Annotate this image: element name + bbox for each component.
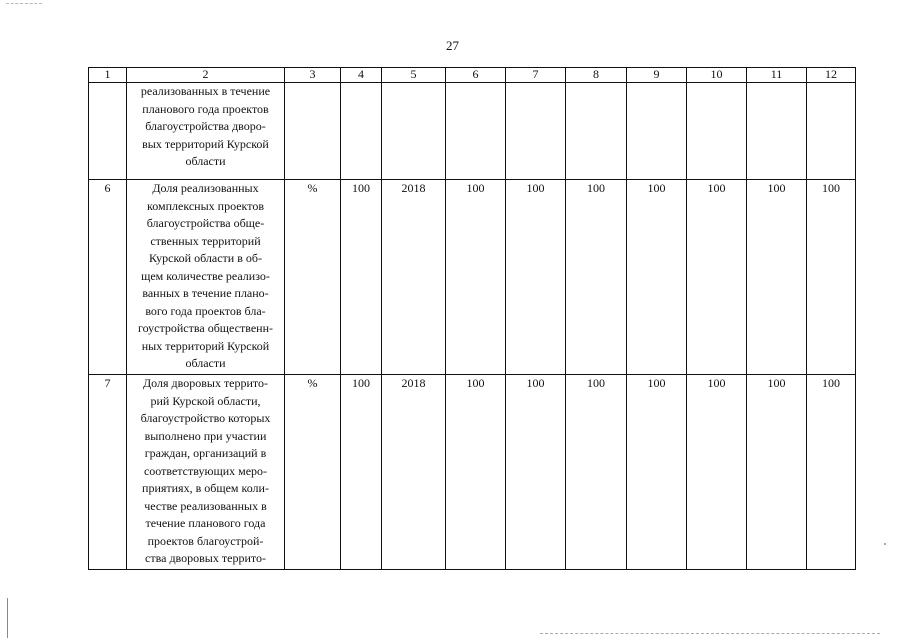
value-cell	[566, 83, 627, 180]
value-cell	[687, 83, 747, 180]
value-cell	[341, 83, 382, 180]
description-line: проектов благоустрой-	[147, 533, 264, 548]
description-line: ственных территорий	[150, 233, 261, 248]
value-cell: 100	[446, 375, 506, 570]
header-cell: 6	[446, 68, 506, 83]
header-cell: 11	[747, 68, 807, 83]
row-number: 6	[89, 180, 127, 375]
scan-artifact	[884, 543, 886, 545]
description-line: благоустройства обще-	[146, 216, 265, 230]
value-cell: 100	[566, 180, 627, 375]
value-cell: 100	[506, 375, 566, 570]
value-cell: 100	[687, 375, 747, 570]
value-cell: 100	[687, 180, 747, 375]
row-number: 7	[89, 375, 127, 570]
value-cell: 100	[807, 375, 856, 570]
description-line: рий Курской области,	[150, 393, 261, 408]
indicator-description	[127, 180, 285, 375]
row-number	[89, 83, 127, 180]
description-line: течение планового года	[145, 516, 266, 530]
value-cell	[382, 83, 446, 180]
description-line: вого года проектов бла-	[145, 303, 266, 318]
value-cell	[446, 83, 506, 180]
description-line: благоустройство которых	[140, 411, 271, 425]
value-cell	[747, 83, 807, 180]
value-cell: 100	[506, 180, 566, 375]
value-cell: 100	[627, 375, 687, 570]
table-row	[89, 375, 856, 570]
header-cell: 2	[127, 68, 285, 83]
value-cell: 100	[566, 375, 627, 570]
description-line: области	[185, 154, 226, 168]
header-cell: 9	[627, 68, 687, 83]
indicator-table	[88, 67, 856, 570]
value-cell: 100	[341, 180, 382, 375]
description-line: ства дворовых террито-	[145, 551, 266, 565]
scan-artifact	[6, 3, 42, 5]
indicator-description	[127, 375, 285, 570]
description-line: выполнено при участии	[144, 428, 267, 443]
table-row	[89, 83, 856, 180]
description-line: щем количестве реализо-	[141, 268, 270, 283]
value-cell: 2018	[382, 180, 446, 375]
description-line: граждан, организаций в	[144, 446, 267, 460]
description-line: реализованных в течение	[140, 84, 271, 98]
description-line: соответствующих меро-	[143, 463, 268, 478]
value-cell	[506, 83, 566, 180]
scan-artifact	[7, 598, 8, 638]
header-cell: 12	[807, 68, 856, 83]
description-line: планового года проектов	[142, 101, 269, 116]
description-line: Курской области в об-	[149, 251, 262, 265]
header-row	[89, 68, 856, 83]
header-cell: 1	[89, 68, 127, 83]
description-line: приятиях, в общем коли-	[142, 481, 269, 495]
description-line: честве реализованных в	[144, 498, 267, 513]
header-cell: 5	[382, 68, 446, 83]
page-number: 27	[446, 38, 459, 53]
header-cell: 10	[687, 68, 747, 83]
description-line: вых территорий Курской	[142, 136, 269, 151]
value-cell: 100	[446, 180, 506, 375]
value-cell: 2018	[382, 375, 446, 570]
description-line: ванных в течение плано-	[142, 286, 269, 300]
unit-cell	[285, 83, 341, 180]
description-line: ных территорий Курской	[141, 338, 270, 353]
header-cell: 8	[566, 68, 627, 83]
description-line: области	[185, 356, 226, 370]
value-cell: 100	[627, 180, 687, 375]
value-cell	[627, 83, 687, 180]
description-line: комплексных проектов	[147, 198, 264, 213]
unit-cell: %	[285, 180, 341, 375]
value-cell	[807, 83, 856, 180]
table-row	[89, 180, 856, 375]
value-cell: 100	[747, 180, 807, 375]
description-line: благоустройства дворо-	[145, 119, 266, 133]
header-cell: 7	[506, 68, 566, 83]
scan-artifact	[540, 633, 880, 635]
value-cell: 100	[807, 180, 856, 375]
value-cell: 100	[747, 375, 807, 570]
header-cell: 3	[285, 68, 341, 83]
value-cell: 100	[341, 375, 382, 570]
header-cell: 4	[341, 68, 382, 83]
description-line: Доля реализованных	[152, 181, 259, 195]
unit-cell: %	[285, 375, 341, 570]
description-line: гоустройства общественн-	[137, 321, 273, 335]
indicator-description	[127, 83, 285, 180]
description-line: Доля дворовых террито-	[142, 376, 269, 390]
